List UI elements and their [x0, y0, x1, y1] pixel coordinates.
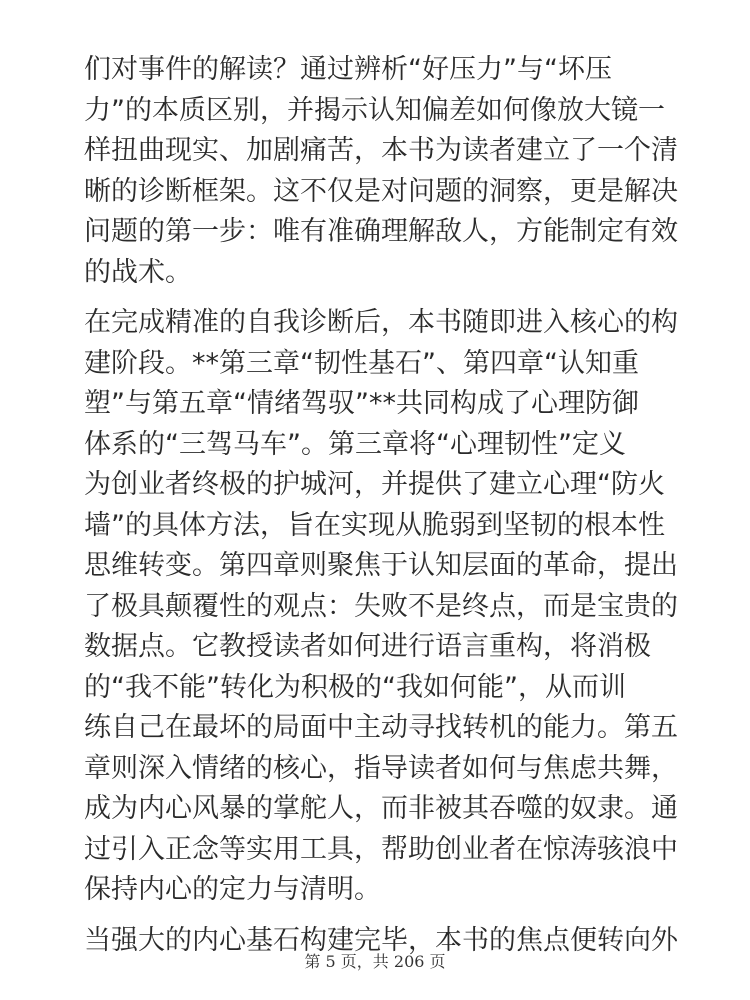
- text-line: 塑”与第五章“情绪驾驭”**共同构成了心理防御: [84, 388, 639, 419]
- text-line: 建阶段。**第三章“韧性基石”、第四章“认知重: [84, 347, 639, 379]
- paragraph-2: [84, 303, 678, 911]
- text-line: 力”的本质区别，并揭示认知偏差如何像放大镜一: [84, 94, 665, 126]
- text-line: 的“我不能”转化为积极的“我如何能”，从而训: [84, 671, 626, 703]
- text-line: 保持内心的定力与清明。: [84, 874, 381, 905]
- body-text: [84, 50, 678, 971]
- text-line: 问题的第一步：唯有准确理解敌人，方能制定有效: [84, 216, 678, 247]
- text-line: 的战术。: [84, 256, 192, 288]
- text-line: 在完成精准的自我诊断后，本书随即进入核心的构: [84, 307, 678, 338]
- paragraph-1: [84, 50, 678, 293]
- text-line: 章则深入情绪的核心，指导读者如何与焦虑共舞，: [84, 752, 678, 784]
- text-line: 成为内心风暴的掌舵人，而非被其吞噬的奴隶。通: [84, 793, 678, 824]
- text-line: 了极具颠覆性的观点：失败不是终点，而是宝贵的: [84, 590, 678, 622]
- page-footer: [0, 952, 750, 972]
- text-line: 数据点。它教授读者如何进行语言重构，将消极: [84, 631, 651, 662]
- text-line: 过引入正念等实用工具，帮助创业者在惊涛骇浪中: [84, 833, 678, 865]
- text-line: 体系的“三驾马车”。第三章将“心理韧性”定义: [84, 428, 626, 460]
- text-line: 练自己在最坏的局面中主动寻找转机的能力。第五: [84, 712, 678, 743]
- text-line: 墙”的具体方法，旨在实现从脆弱到坚韧的根本性: [84, 509, 665, 541]
- text-line: 思维转变。第四章则聚焦于认知层面的革命，提出: [84, 550, 678, 581]
- page-number: 第 5 页，共 206 页: [304, 952, 446, 971]
- text-line: 样扭曲现实、加剧痛苦，本书为读者建立了一个清: [84, 135, 678, 166]
- text-line: 当强大的内心基石构建完毕，本书的焦点便转向外: [84, 924, 678, 956]
- text-line: 们对事件的解读？通过辨析“好压力”与“坏压: [84, 54, 612, 85]
- text-line: 为创业者终极的护城河，并提供了建立心理“防火: [84, 469, 665, 500]
- text-line: 晰的诊断框架。这不仅是对问题的洞察，更是解决: [84, 175, 678, 207]
